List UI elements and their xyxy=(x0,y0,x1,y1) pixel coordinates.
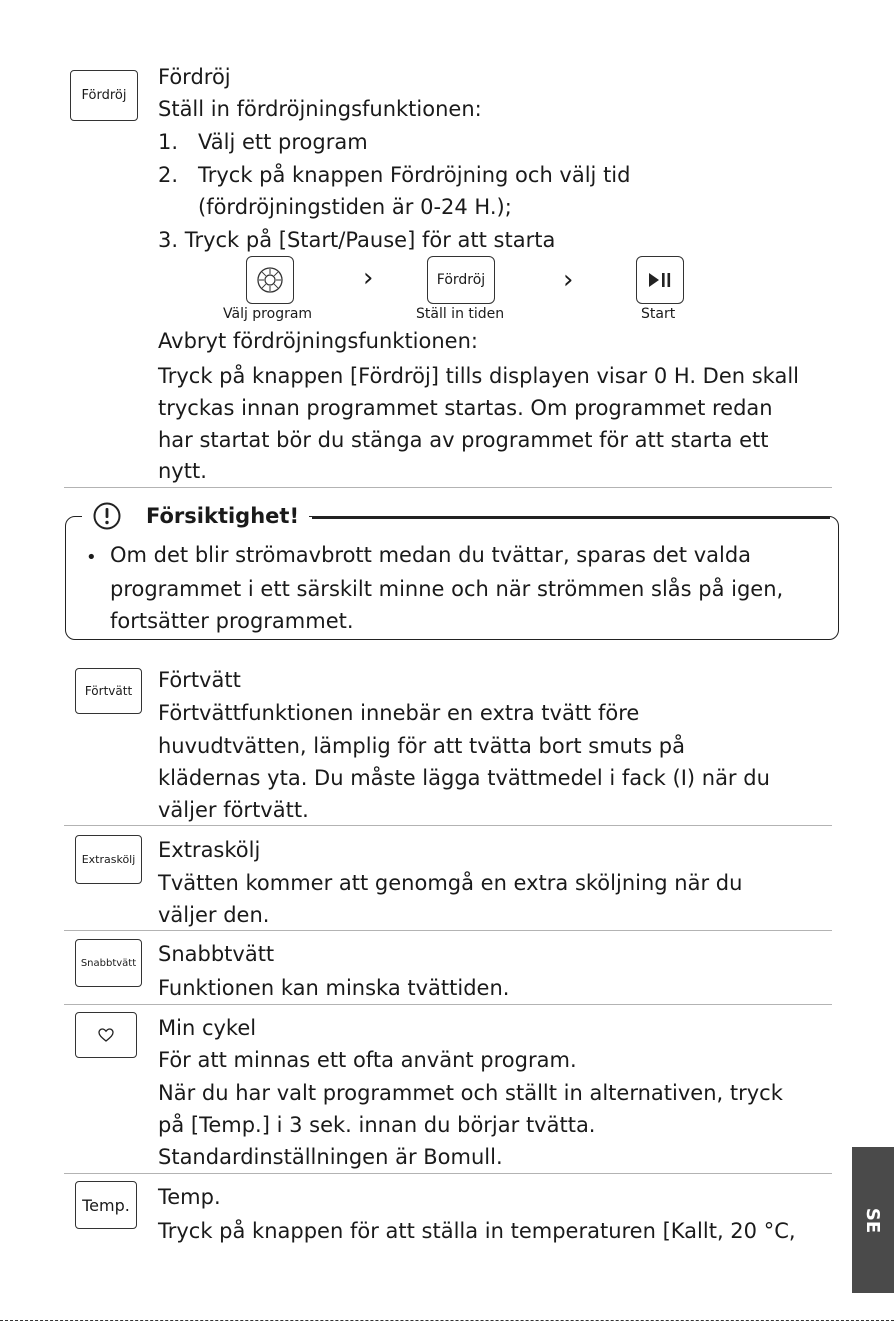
language-tab xyxy=(852,1147,894,1293)
divider xyxy=(64,1173,832,1174)
delay-step2-note: (fördröjningstiden är 0-24 H.); xyxy=(198,195,512,219)
caution-header xyxy=(82,496,309,536)
temp-line-1: Tryck på knappen för att ställa in temperaturen [Kallt, 20 °C, xyxy=(158,1219,796,1243)
delay-step1-number: 1. xyxy=(158,130,179,154)
arrow-right-icon: › xyxy=(563,265,574,295)
program-dial-icon xyxy=(255,265,285,295)
cancel-line-3: har startat bör du stänga av programmet för att starta ett xyxy=(158,428,769,452)
my-cycle-line-1: För att minnas ett ofta använt program. xyxy=(158,1048,577,1072)
temp-button[interactable]: Temp. xyxy=(75,1181,137,1229)
divider xyxy=(64,825,832,826)
delay-button[interactable]: Fördröj xyxy=(70,70,138,121)
my-cycle-line-2: När du har valt programmet och ställt in alternativen, tryck xyxy=(158,1081,783,1105)
extra-rinse-button[interactable]: Extraskölj xyxy=(75,835,142,884)
start-caption: Start xyxy=(641,306,676,322)
program-caption: Välj program xyxy=(223,306,313,322)
quick-wash-title: Snabbtvätt xyxy=(158,942,275,966)
cancel-line-4: nytt. xyxy=(158,459,207,483)
caution-line-2: programmet i ett särskilt minne och när strömmen slås på igen, xyxy=(110,577,784,601)
caution-line-3: fortsätter programmet. xyxy=(110,609,354,633)
divider xyxy=(64,487,832,488)
page-cut-line xyxy=(0,1320,894,1321)
quick-wash-button[interactable]: Snabbtvätt xyxy=(75,939,142,987)
prewash-line-1: Förtvättfunktionen innebär en extra tvätt före xyxy=(158,701,640,725)
caution-title: Försiktighet! xyxy=(146,504,300,528)
flow-delay-button[interactable]: Fördröj xyxy=(427,256,495,304)
prewash-line-2: huvudtvätten, lämplig för att tvätta bort smuts på xyxy=(158,734,686,758)
caution-bullet: • xyxy=(86,547,97,568)
language-tab-label: SE xyxy=(862,1207,884,1233)
my-cycle-title: Min cykel xyxy=(158,1016,257,1040)
play-pause-icon xyxy=(647,271,673,289)
arrow-right-icon: › xyxy=(363,263,374,293)
prewash-title: Förtvätt xyxy=(158,668,241,692)
start-pause-button[interactable] xyxy=(636,256,684,304)
extra-rinse-line-2: väljer den. xyxy=(158,903,270,927)
divider xyxy=(64,930,832,931)
my-cycle-line-3: på [Temp.] i 3 sek. innan du börjar tvätta. xyxy=(158,1113,596,1137)
divider xyxy=(64,1004,832,1005)
prewash-button[interactable]: Förtvätt xyxy=(75,668,142,714)
my-cycle-button[interactable] xyxy=(75,1012,137,1058)
delay-step3: 3. Tryck på [Start/Pause] för att starta xyxy=(158,228,556,252)
extra-rinse-title: Extraskölj xyxy=(158,838,261,862)
delay-intro: Ställ in fördröjningsfunktionen: xyxy=(158,97,482,121)
exclamation-circle-icon xyxy=(92,501,122,531)
caution-header-rule xyxy=(312,517,830,519)
delay-title: Fördröj xyxy=(158,65,231,89)
cancel-line-2: tryckas innan programmet startas. Om programmet redan xyxy=(158,396,773,420)
delay-step2: Tryck på knappen Fördröjning och välj tid xyxy=(198,163,631,187)
prewash-line-3: klädernas yta. Du måste lägga tvättmedel i fack (I) när du xyxy=(158,766,770,790)
temp-title: Temp. xyxy=(158,1185,221,1209)
extra-rinse-line-1: Tvätten kommer att genomgå en extra sköljning när du xyxy=(158,871,743,895)
delay-step2-number: 2. xyxy=(158,163,179,187)
cancel-line-1: Tryck på knappen [Fördröj] tills displayen visar 0 H. Den skall xyxy=(158,364,800,388)
heart-icon xyxy=(98,1028,114,1042)
delay-caption: Ställ in tiden xyxy=(416,306,505,322)
caution-line-1: Om det blir strömavbrott medan du tvättar, sparas det valda xyxy=(110,543,752,567)
prewash-line-4: väljer förtvätt. xyxy=(158,798,309,822)
quick-wash-line-1: Funktionen kan minska tvättiden. xyxy=(158,976,510,1000)
delay-step1: Välj ett program xyxy=(198,130,368,154)
cancel-title: Avbryt fördröjningsfunktionen: xyxy=(158,329,478,353)
program-knob-button[interactable] xyxy=(246,256,294,304)
my-cycle-line-4: Standardinställningen är Bomull. xyxy=(158,1145,503,1169)
